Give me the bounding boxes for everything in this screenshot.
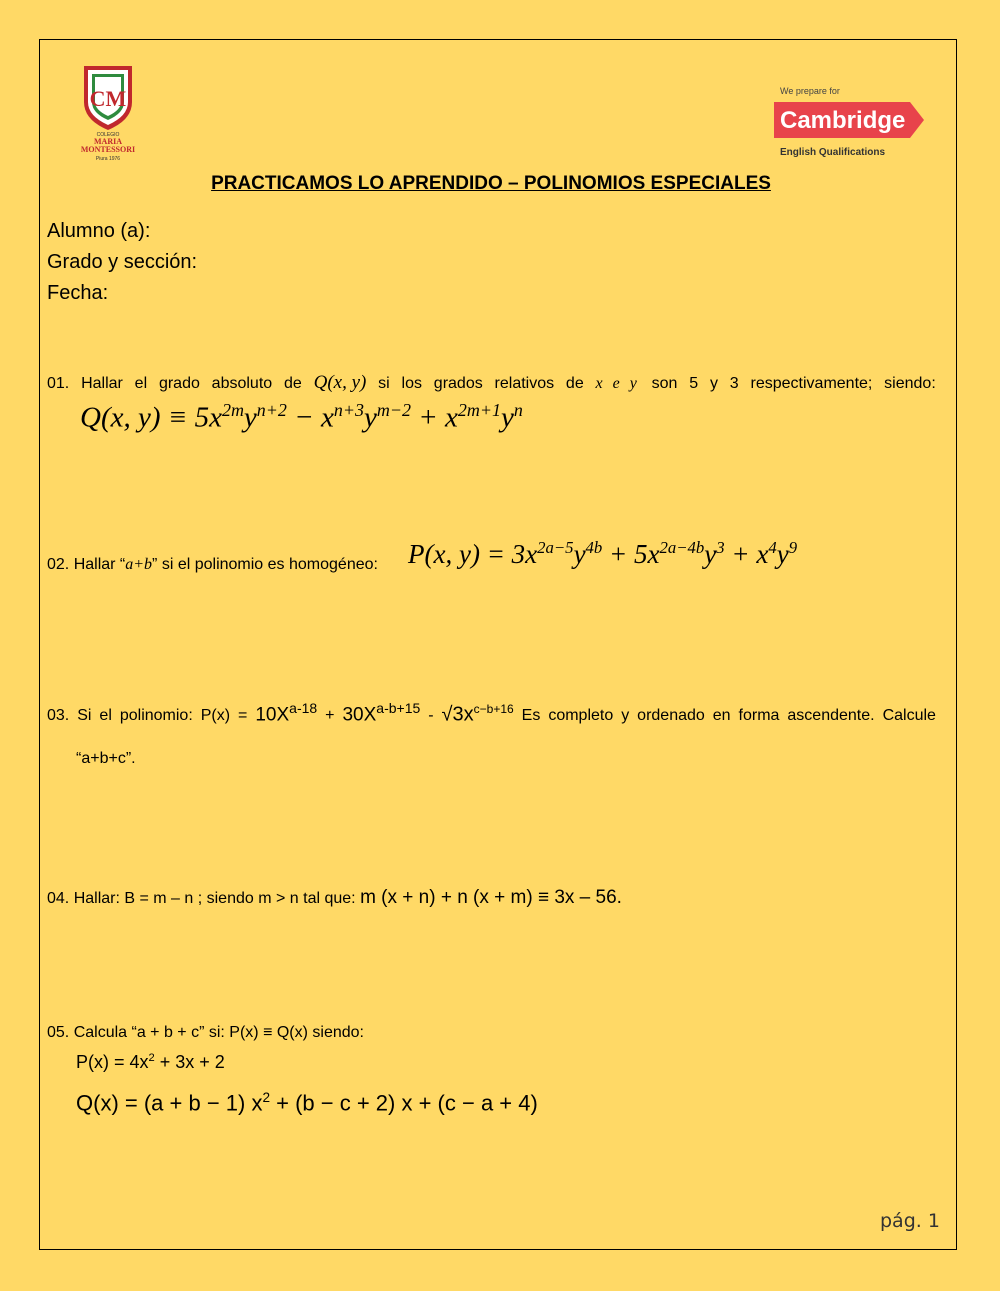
svg-text:English Qualifications: English Qualifications	[780, 147, 886, 158]
svg-text:Piura 1976: Piura 1976	[95, 156, 121, 162]
school-monogram: CM	[89, 86, 127, 111]
question-1-formula: Q(x, $y) \equiv 5x^{2m}y^{n+2} - x^{n+3}y^{m-2} + x^{2m+1}y^n$	[80, 400, 523, 434]
svg-text:COLEGIO: COLEGIO	[96, 132, 120, 138]
fecha-label: Fecha:	[47, 282, 109, 304]
page-number: pág. 1	[880, 1210, 940, 1232]
question-5-q: Q(x) = (a + b − 1) $x^2 + (b - c + 2) x + (c - a + 4)$	[76, 1090, 538, 1116]
question-1-text: 01. Hallar el grado absoluto de Q(x, y) si los grados relativos de x e y son 5 y 3 respectivamente; siendo:	[47, 372, 936, 393]
question-4-text: 04. Hallar: B = m – n ; siendo m > n tal que: m (x + n) + n (x + m) ≡ 3x – 56.	[47, 887, 622, 908]
question-3-text: 03. Si el polinomio: P(x) = $10X^{a-18}$ + $30X^{a-b+15}$ - $√3x^{c-b+16}$ Es completo y ordenado en forma ascendente. Calcule	[47, 700, 936, 726]
school-crest-icon	[68, 62, 148, 172]
question-2-formula: P(x, $y) = 3x^{2a-5}y^{4b} + 5x^{2a-4b}y^3 + x^4y^9$	[408, 538, 798, 569]
alumno-label: Alumno (a):	[47, 220, 151, 242]
grado-label: Grado y sección:	[47, 251, 198, 273]
question-5-p: $P(x) = 4x^2 + 3x + 2$	[76, 1052, 225, 1072]
school-logo	[68, 62, 148, 172]
svg-text:MONTESSORI: MONTESSORI	[80, 145, 136, 154]
cambridge-logo	[772, 84, 932, 164]
cambridge-arrow-icon	[772, 84, 932, 164]
question-3-line2: “a+b+c”.	[76, 750, 136, 767]
page-title: PRACTICAMOS LO APRENDIDO – POLINOMIOS ESPECIALES	[211, 173, 771, 194]
svg-text:We prepare for: We prepare for	[780, 86, 840, 96]
svg-text:MARIA: MARIA	[94, 137, 122, 146]
question-2-text: 02. Hallar “a+b” si el polinomio es homogéneo:	[47, 556, 378, 573]
svg-text:Cambridge: Cambridge	[780, 107, 906, 134]
question-5-text: 05. Calcula “a + b + c” si: P(x) ≡ Q(x) siendo:	[47, 1024, 364, 1041]
